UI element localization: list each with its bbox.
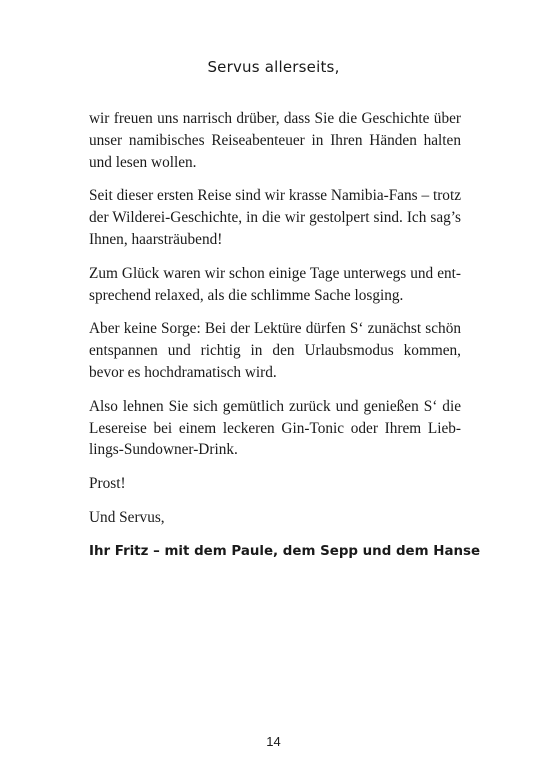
paragraph-relaxed: Zum Glück waren wir schon einige Tage unterwegs und entsprechend relaxed, als die schlimme Sache losging.: [89, 264, 461, 304]
letter-body: [89, 108, 481, 563]
signature: Ihr Fritz – mit dem Paule, dem Sepp und dem Hanse: [89, 543, 481, 559]
paragraph-no-worries: Aber keine Sorge: Bei der Lektüre dürfen S‘ zunächst schön entspannen und richtig in den Urlaubsmodus kommen, bevor es hochdramatisch wird.: [89, 320, 461, 381]
page-number: 14: [266, 734, 281, 749]
paragraph-lean-back: Also lehnen Sie sich gemütlich zurück und genießen S‘ die Lesereise bei einem leckeren Gin-Tonic oder Ihrem Lieblings-Sundowner-Drink.: [89, 397, 461, 459]
paragraph-namibia-fans: Seit dieser ersten Reise sind wir krasse Namibia-Fans – trotz der Wilderei-Geschichte, in die wir gestolpert sind. Ich sag’s Ihnen, haarsträubend!: [89, 187, 461, 248]
paragraph-servus: Und Servus,: [89, 508, 165, 526]
paragraph-intro: wir freuen uns narrisch drüber, dass Sie die Geschichte über unser namibisches Reiseabenteuer in Ihren Händen halten und lesen wollen.: [89, 110, 461, 171]
paragraph-prost: Prost!: [89, 475, 126, 493]
greeting-heading: Servus allerseits,: [207, 58, 340, 76]
